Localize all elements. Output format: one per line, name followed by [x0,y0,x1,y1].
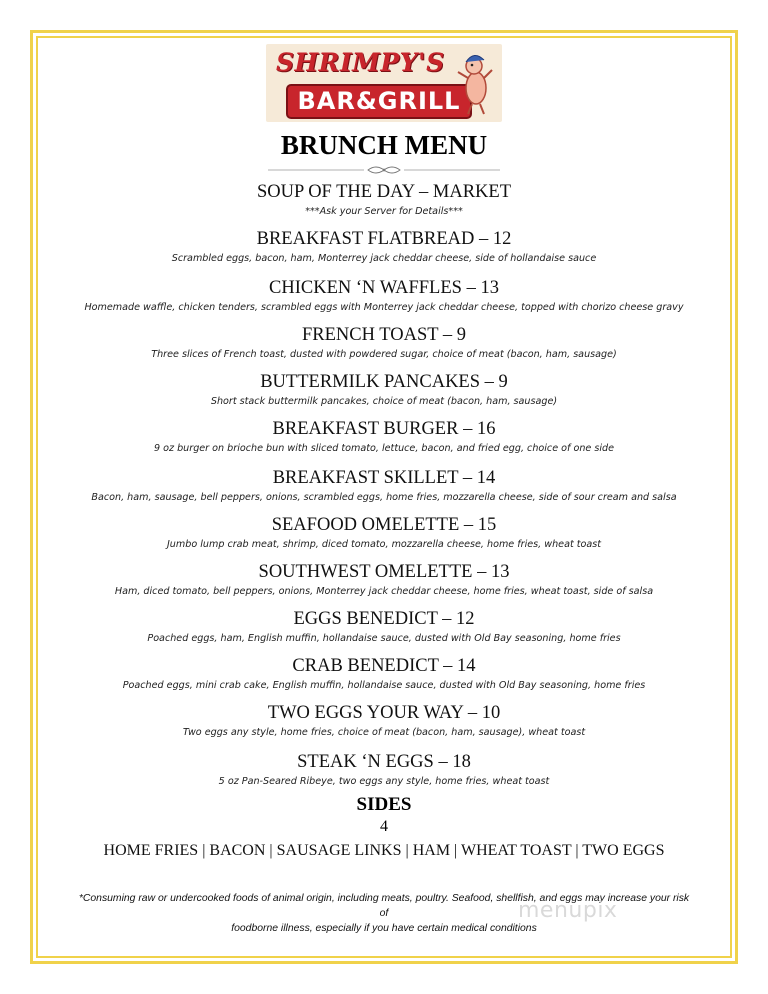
restaurant-logo [266,44,502,122]
menu-item [40,513,728,552]
menu-item [40,180,728,219]
menu-item-description: Three slices of French toast, dusted with powdered sugar, choice of meat (bacon, ham, sausage) [151,349,617,360]
menu-item-description: Poached eggs, ham, English muffin, hollandaise sauce, dusted with Old Bay seasoning, home fries [147,633,621,644]
menu-item-name: BUTTERMILK PANCAKES – 9 [260,372,508,392]
menu-item-description: 5 oz Pan-Seared Ribeye, two eggs any style, home fries, wheat toast [218,776,550,787]
menu-item-name: BREAKFAST SKILLET – 14 [272,468,496,488]
menu-item-name: STEAK ‘N EGGS – 18 [297,752,471,772]
menu-item-description: Scrambled eggs, bacon, ham, Monterrey jack cheddar cheese, side of hollandaise sauce [171,253,597,264]
menu-item-name: BREAKFAST BURGER – 16 [272,419,496,439]
menu-item-name: EGGS BENEDICT – 12 [293,609,475,629]
menu-item [40,750,728,789]
menu-item [40,323,728,362]
sides-price: 4 [380,818,388,835]
menu-item [40,560,728,599]
menu-item-name: CHICKEN ‘N WAFFLES – 13 [269,278,499,298]
menu-item-name: SOUP OF THE DAY – MARKET [256,182,512,202]
menu-item [40,466,728,505]
menu-item-description: ***Ask your Server for Details*** [305,206,463,217]
menu-item-name: BREAKFAST FLATBREAD – 12 [256,229,512,249]
menu-item-name: SOUTHWEST OMELETTE – 13 [258,562,510,582]
menu-item-description: Two eggs any style, home fries, choice of meat (bacon, ham, sausage), wheat toast [182,727,586,738]
menu-item-description: Poached eggs, mini crab cake, English muffin, hollandaise sauce, dusted with Old Bay seasoning, home fries [122,680,646,691]
page-title: BRUNCH MENU [280,130,488,160]
menu-item-description: Jumbo lump crab meat, shrimp, diced tomato, mozzarella cheese, home fries, wheat toast [166,539,602,550]
menu-item-name: SEAFOOD OMELETTE – 15 [271,515,497,535]
menu-item [40,607,728,646]
sides-heading: SIDES [356,794,412,815]
disclaimer-line2: foodborne illness, especially if you have certain medical conditions [231,923,537,934]
menu-item [40,701,728,740]
menu-item [40,227,728,266]
menu-item-name: TWO EGGS YOUR WAY – 10 [267,703,501,723]
menu-item [40,370,728,409]
menu-item [40,654,728,693]
menu-item [40,276,728,315]
shrimp-mascot-icon [454,48,494,116]
menu-item-name: FRENCH TOAST – 9 [302,325,466,345]
menu-item [40,417,728,456]
ornamental-divider [268,164,500,176]
sides-list: HOME FRIES | BACON | SAUSAGE LINKS | HAM | WHEAT TOAST | TWO EGGS [103,842,665,859]
watermark-text: menupix [518,898,618,923]
menu-item-description: 9 oz burger on brioche bun with sliced tomato, lettuce, bacon, and fried egg, choice of one side [153,443,615,454]
logo-line2: BAR&GRILL [297,87,461,115]
menu-item-description: Short stack buttermilk pancakes, choice of meat (bacon, ham, sausage) [210,396,558,407]
menu-item-description: Homemade waffle, chicken tenders, scrambled eggs with Monterrey jack cheddar cheese, topped with chorizo cheese gravy [84,302,684,313]
logo-line1: SHRIMPY'S [276,48,445,77]
menu-items [40,180,728,789]
disclaimer-line1: *Consuming raw or undercooked foods of animal origin, including meats, poultry. Seafood, shellfish, and eggs may increase your risk of [78,893,690,919]
menu-item-name: CRAB BENEDICT – 14 [292,656,476,676]
menu-item-description: Bacon, ham, sausage, bell peppers, onions, scrambled eggs, home fries, mozzarella cheese, side of sour cream and salsa [91,492,677,503]
menu-item-description: Ham, diced tomato, bell peppers, onions, Monterrey jack cheddar cheese, home fries, wheat toast, side of salsa [114,586,654,597]
